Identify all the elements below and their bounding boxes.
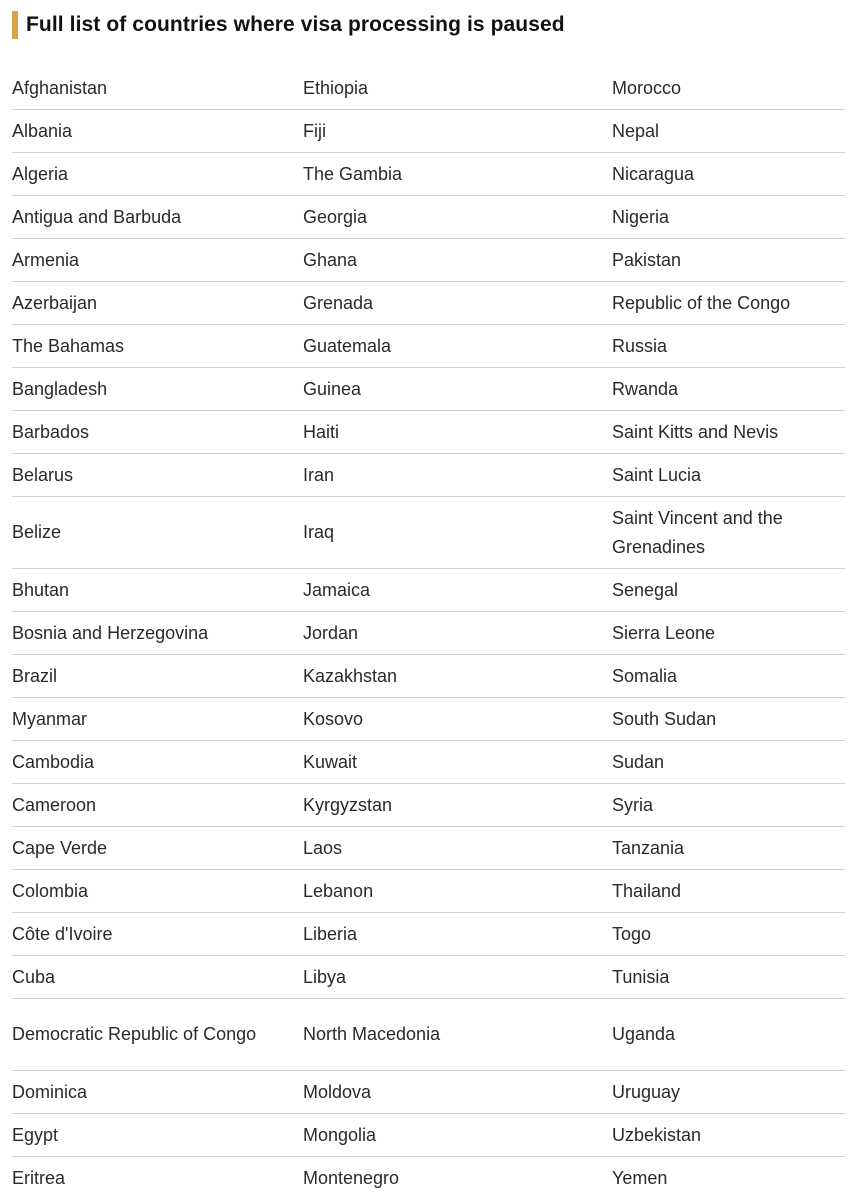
country-cell: Laos bbox=[303, 827, 612, 870]
country-cell: Myanmar bbox=[12, 698, 303, 741]
table-row bbox=[12, 454, 845, 497]
table-row bbox=[12, 368, 845, 411]
country-cell: Fiji bbox=[303, 110, 612, 153]
country-cell: The Bahamas bbox=[12, 325, 303, 368]
country-cell: Russia bbox=[612, 325, 845, 368]
country-cell: South Sudan bbox=[612, 698, 845, 741]
table-row bbox=[12, 612, 845, 655]
country-cell: Senegal bbox=[612, 569, 845, 612]
country-cell: Jamaica bbox=[303, 569, 612, 612]
country-cell: Iran bbox=[303, 454, 612, 497]
country-cell: Liberia bbox=[303, 913, 612, 956]
country-cell: Nigeria bbox=[612, 196, 845, 239]
header bbox=[12, 11, 565, 39]
country-cell: Jordan bbox=[303, 612, 612, 655]
country-cell: Morocco bbox=[612, 67, 845, 110]
country-cell: Algeria bbox=[12, 153, 303, 196]
country-cell: Sierra Leone bbox=[612, 612, 845, 655]
table-row bbox=[12, 239, 845, 282]
country-cell: Côte d'Ivoire bbox=[12, 913, 303, 956]
table-row bbox=[12, 411, 845, 454]
table-row bbox=[12, 1071, 845, 1114]
country-cell: Iraq bbox=[303, 497, 612, 569]
country-table bbox=[12, 67, 845, 1199]
country-cell: Saint Kitts and Nevis bbox=[612, 411, 845, 454]
country-cell: The Gambia bbox=[303, 153, 612, 196]
table-row bbox=[12, 913, 845, 956]
country-cell: Azerbaijan bbox=[12, 282, 303, 325]
country-cell: Moldova bbox=[303, 1071, 612, 1114]
country-cell: Guatemala bbox=[303, 325, 612, 368]
table-row bbox=[12, 1157, 845, 1199]
country-cell: Brazil bbox=[12, 655, 303, 698]
country-cell: Bangladesh bbox=[12, 368, 303, 411]
country-cell: Cuba bbox=[12, 956, 303, 999]
country-cell: Eritrea bbox=[12, 1157, 303, 1199]
table-row bbox=[12, 325, 845, 368]
country-cell: Cape Verde bbox=[12, 827, 303, 870]
country-cell: Kosovo bbox=[303, 698, 612, 741]
country-cell: Nepal bbox=[612, 110, 845, 153]
country-cell: Cambodia bbox=[12, 741, 303, 784]
country-cell: Albania bbox=[12, 110, 303, 153]
country-cell: Somalia bbox=[612, 655, 845, 698]
table-row bbox=[12, 153, 845, 196]
country-cell: Guinea bbox=[303, 368, 612, 411]
table-row bbox=[12, 698, 845, 741]
country-cell: Bhutan bbox=[12, 569, 303, 612]
country-cell: Lebanon bbox=[303, 870, 612, 913]
country-cell: Antigua and Barbuda bbox=[12, 196, 303, 239]
country-cell: Saint Vincent and the Grenadines bbox=[612, 497, 845, 569]
country-cell: Colombia bbox=[12, 870, 303, 913]
country-cell: Bosnia and Herzegovina bbox=[12, 612, 303, 655]
country-cell: Armenia bbox=[12, 239, 303, 282]
country-cell: Uruguay bbox=[612, 1071, 845, 1114]
country-cell: Georgia bbox=[303, 196, 612, 239]
table-row bbox=[12, 497, 845, 569]
table-row bbox=[12, 282, 845, 325]
table-row bbox=[12, 956, 845, 999]
country-cell: Saint Lucia bbox=[612, 454, 845, 497]
country-cell: Tunisia bbox=[612, 956, 845, 999]
country-cell: Yemen bbox=[612, 1157, 845, 1199]
country-cell: Belarus bbox=[12, 454, 303, 497]
country-cell: Afghanistan bbox=[12, 67, 303, 110]
country-cell: Dominica bbox=[12, 1071, 303, 1114]
country-cell: Sudan bbox=[612, 741, 845, 784]
country-cell: Pakistan bbox=[612, 239, 845, 282]
table-row bbox=[12, 569, 845, 612]
country-cell: Belize bbox=[12, 497, 303, 569]
country-cell: Haiti bbox=[303, 411, 612, 454]
country-cell: Uganda bbox=[612, 999, 845, 1071]
table-row bbox=[12, 110, 845, 153]
country-cell: Uzbekistan bbox=[612, 1114, 845, 1157]
country-cell: Barbados bbox=[12, 411, 303, 454]
country-cell: Ethiopia bbox=[303, 67, 612, 110]
table-row bbox=[12, 655, 845, 698]
table-row bbox=[12, 827, 845, 870]
country-cell: Kuwait bbox=[303, 741, 612, 784]
country-cell: Egypt bbox=[12, 1114, 303, 1157]
country-cell: North Macedonia bbox=[303, 999, 612, 1071]
accent-bar bbox=[12, 11, 18, 39]
country-cell: Libya bbox=[303, 956, 612, 999]
page-title: Full list of countries where visa processing is paused bbox=[26, 13, 565, 37]
country-cell: Montenegro bbox=[303, 1157, 612, 1199]
table-row bbox=[12, 870, 845, 913]
table-row bbox=[12, 196, 845, 239]
country-cell: Nicaragua bbox=[612, 153, 845, 196]
table-row bbox=[12, 741, 845, 784]
country-rows bbox=[12, 67, 845, 1199]
country-cell: Mongolia bbox=[303, 1114, 612, 1157]
country-cell: Togo bbox=[612, 913, 845, 956]
country-cell: Grenada bbox=[303, 282, 612, 325]
table-row bbox=[12, 1114, 845, 1157]
table-row bbox=[12, 999, 845, 1071]
country-cell: Democratic Republic of Congo bbox=[12, 999, 303, 1071]
country-cell: Republic of the Congo bbox=[612, 282, 845, 325]
country-cell: Tanzania bbox=[612, 827, 845, 870]
country-cell: Kyrgyzstan bbox=[303, 784, 612, 827]
country-cell: Ghana bbox=[303, 239, 612, 282]
table-row bbox=[12, 784, 845, 827]
country-cell: Kazakhstan bbox=[303, 655, 612, 698]
country-cell: Cameroon bbox=[12, 784, 303, 827]
country-cell: Syria bbox=[612, 784, 845, 827]
country-cell: Rwanda bbox=[612, 368, 845, 411]
country-cell: Thailand bbox=[612, 870, 845, 913]
table-row bbox=[12, 67, 845, 110]
